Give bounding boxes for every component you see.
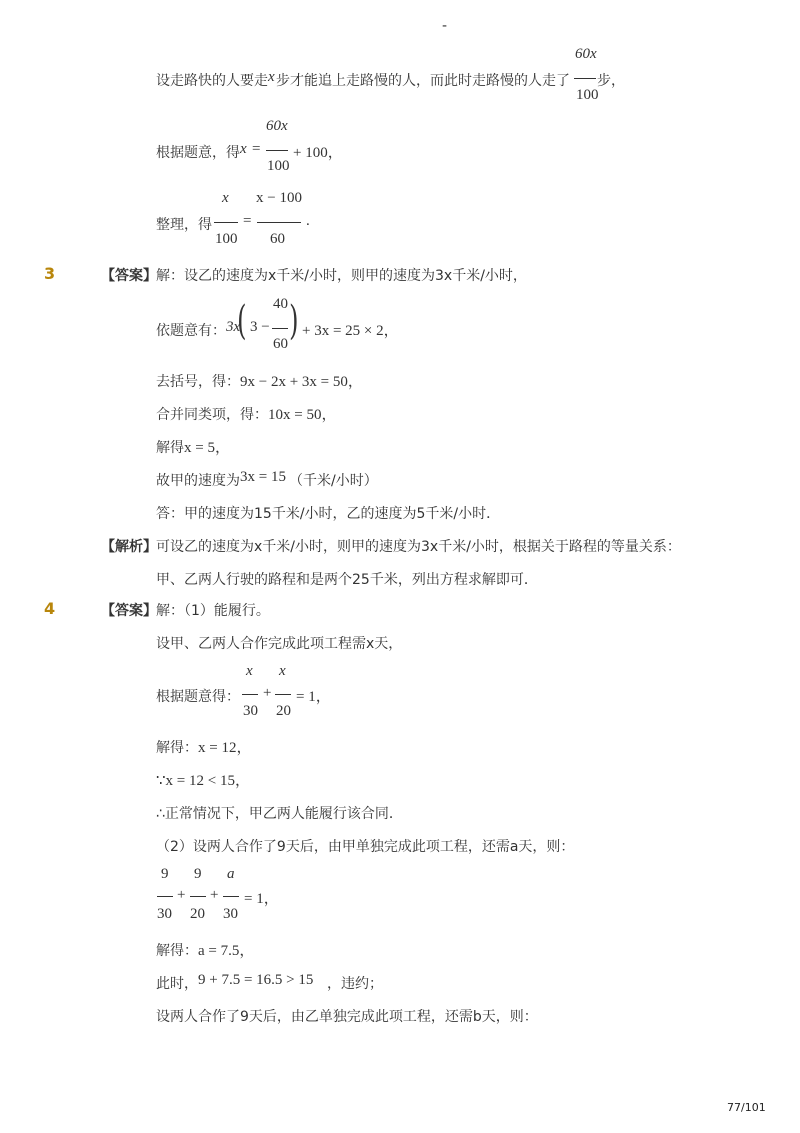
fraction-bar — [190, 896, 206, 897]
q4-s8: a = 7.5， — [198, 943, 255, 959]
question-number: 4 — [44, 599, 56, 618]
q4-s7-f1-num: 9 — [161, 866, 169, 882]
q2-line3-pre: 整理，得 — [156, 217, 212, 233]
left-paren: ( — [237, 298, 247, 344]
q2-line1-mid: 步才能追上走路慢的人，而此时走路慢的人走了 — [276, 73, 570, 89]
right-paren: ) — [289, 298, 299, 344]
answer-text: 解：（1）能履行。 — [156, 603, 270, 619]
q4-s5: ∴正常情况下，甲乙两人能履行该合同． — [156, 806, 403, 822]
q4-s6: （2）设两人合作了9天后，由甲单独完成此项工程，还需a天，则： — [156, 839, 575, 855]
q4-s4: ∵x = 12 < 15， — [156, 773, 250, 789]
q3-eq5-post: （千米/小时） — [289, 473, 378, 489]
q4-s2-f1-num: x — [246, 663, 253, 679]
q3-eq1-c: + 3x = 25 × 2， — [302, 323, 399, 339]
q2-line3-frac2-den: 60 — [270, 231, 285, 247]
q4-s7-f3-den: 30 — [223, 906, 238, 922]
q4-s7-f2-num: 9 — [194, 866, 202, 882]
q2-line3-eq: = — [243, 213, 252, 229]
q3-eq1-pre: 依题意有： — [156, 323, 226, 339]
q2-line2-pre: 根据题意，得 — [156, 145, 240, 161]
fraction-bar — [157, 896, 173, 897]
top-mark: - — [442, 18, 448, 34]
fraction-bar — [266, 150, 288, 151]
q4-s9-pre: 此时， — [156, 976, 198, 992]
analysis-text-1: 可设乙的速度为x千米/小时，则甲的速度为3x千米/小时，根据关于路程的等量关系： — [156, 539, 681, 555]
q2-line1-frac-den: 100 — [576, 87, 599, 103]
q3-eq5: 3x = 15 — [240, 469, 286, 485]
q3-eq5-pre: 故甲的速度为 — [156, 473, 240, 489]
page-number: 77/101 — [727, 1101, 766, 1114]
q4-s7-f2-den: 20 — [190, 906, 205, 922]
fraction-bar — [275, 694, 291, 695]
q3-eq1-frac-num: 40 — [273, 296, 288, 312]
q4-s2-pre: 根据题意得： — [156, 689, 240, 705]
q3-eq1-a: 3x — [226, 319, 241, 335]
q2-line2-post: + 100， — [293, 145, 343, 161]
q4-s2-plus: + — [263, 685, 272, 701]
answer-tag: 【答案】 — [101, 603, 157, 619]
q2-line1-var: x — [268, 69, 275, 85]
q4-s7-post: = 1， — [244, 891, 279, 907]
q2-line1-pre: 设走路快的人要走 — [156, 73, 268, 89]
q4-s2-f1-den: 30 — [243, 703, 258, 719]
q4-s7-plus-2: + — [210, 887, 219, 903]
q4-s3: x = 12， — [198, 740, 252, 756]
q4-s1: 设甲、乙两人合作完成此项工程需x天， — [156, 636, 403, 652]
fraction-bar — [272, 328, 288, 329]
q4-s2-f2-den: 20 — [276, 703, 291, 719]
q2-line3-frac2-num: x − 100 — [256, 190, 302, 206]
q4-s2-post: = 1， — [296, 689, 331, 705]
q4-s7-f1-den: 30 — [157, 906, 172, 922]
q2-line2-eq: = — [252, 141, 261, 157]
q4-s7-f3-num: a — [227, 866, 235, 882]
fraction-bar — [257, 222, 301, 223]
q4-s10: 设两人合作了9天后，由乙单独完成此项工程，还需b天，则： — [156, 1009, 538, 1025]
analysis-tag: 【解析】 — [101, 539, 157, 555]
q3-eq2-pre: 去括号，得： — [156, 374, 240, 390]
fraction-bar — [242, 694, 258, 695]
fraction-bar — [214, 222, 238, 223]
q2-line2-frac-den: 100 — [267, 158, 290, 174]
answer-tag: 【答案】 — [101, 268, 157, 284]
fraction-bar — [574, 78, 596, 79]
answer-text: 解：设乙的速度为x千米/小时，则甲的速度为3x千米/小时， — [156, 268, 527, 284]
analysis-text-2: 甲、乙两人行驶的路程和是两个25千米，列出方程求解即可． — [156, 572, 538, 588]
q2-line2-lhs: x — [240, 141, 247, 157]
q4-s9: 9 + 7.5 = 16.5 > 15 — [198, 972, 314, 988]
q3-eq1-frac-den: 60 — [273, 336, 288, 352]
q3-eq3-pre: 合并同类项，得： — [156, 407, 268, 423]
q3-eq4-pre: 解得 — [156, 440, 184, 456]
fraction-bar — [223, 896, 239, 897]
q4-s2-f2-num: x — [279, 663, 286, 679]
q3-conclusion: 答：甲的速度为15千米/小时，乙的速度为5千米/小时． — [156, 506, 501, 522]
q4-s9-post: ，违约； — [327, 976, 383, 992]
q3-eq1-b: 3 − — [250, 319, 270, 335]
q2-line3-frac1-den: 100 — [215, 231, 238, 247]
q3-eq2: 9x − 2x + 3x = 50， — [240, 374, 363, 390]
q3-eq3: 10x = 50， — [268, 407, 337, 423]
question-number: 3 — [44, 264, 56, 283]
q4-s7-plus-1: + — [177, 887, 186, 903]
q3-eq4: x = 5， — [184, 440, 230, 456]
q2-line1-frac-num: 60x — [575, 46, 597, 62]
q2-line1-post: 步， — [597, 73, 625, 89]
q4-s8-pre: 解得： — [156, 943, 198, 959]
q2-line3-post: . — [306, 213, 310, 229]
q4-s3-pre: 解得： — [156, 740, 198, 756]
q2-line2-frac-num: 60x — [266, 118, 288, 134]
q2-line3-frac1-num: x — [222, 190, 229, 206]
